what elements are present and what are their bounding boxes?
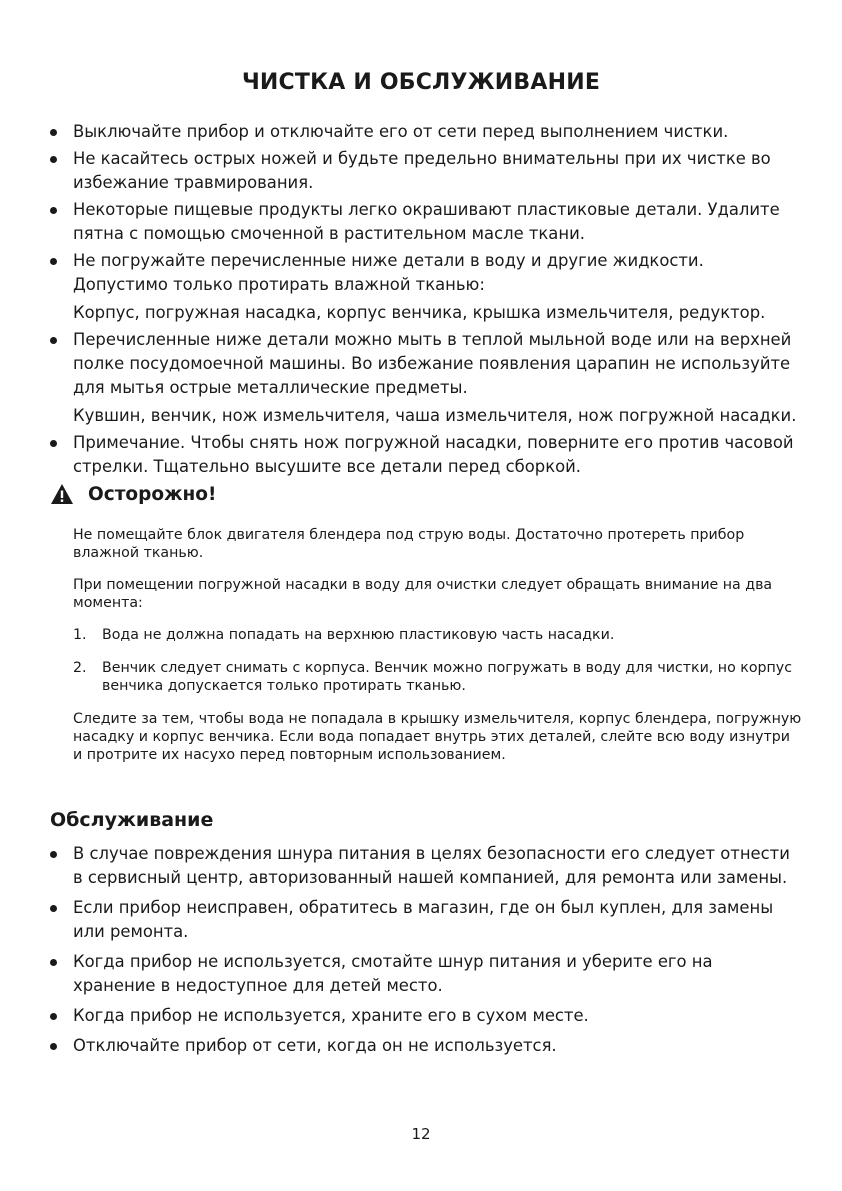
item-text: Венчик следует снимать с корпуса. Венчик можно погружать в воду для чистки, но корпус венчика допускается только протирать тканью. <box>102 660 792 694</box>
list-item <box>50 147 800 195</box>
warning-heading-text: Осторожно! <box>88 483 217 505</box>
item-number: 2. <box>73 660 87 676</box>
list-item-text: В случае повреждения шнура питания в целях безопасности его следует отнести в сервисный центр, авторизованный нашей компанией, для ремонта или замены. <box>73 844 790 887</box>
bullet-icon <box>50 258 57 265</box>
list-item <box>50 1004 800 1028</box>
warning-paragraph: Не помещайте блок двигателя блендера под струю воды. Достаточно протереть прибор влажной тканью. <box>73 527 745 561</box>
page-title: ЧИСТКА И ОБСЛУЖИВАНИЕ <box>241 70 601 95</box>
bullet-icon <box>50 1043 57 1050</box>
list-item-text: Некоторые пищевые продукты легко окрашивают пластиковые детали. Удалите пятна с помощью смоченной в растительном масле ткани. <box>73 200 780 243</box>
list-item <box>50 842 800 890</box>
service-heading: Обслуживание <box>50 809 214 831</box>
warning-body <box>73 526 803 778</box>
numbered-item <box>73 626 803 644</box>
bullet-icon <box>50 905 57 912</box>
bullet-icon <box>50 156 57 163</box>
numbered-item <box>73 659 803 695</box>
bullet-icon <box>50 440 57 447</box>
list-item-text: Не погружайте перечисленные ниже детали в воду и другие жидкости. Допустимо только протирать влажной тканью: <box>73 251 704 294</box>
list-item-subtext: Корпус, погружная насадка, корпус венчика, крышка измельчителя, редуктор. <box>73 303 766 322</box>
service-list <box>50 842 800 1064</box>
list-item-text: Выключайте прибор и отключайте его от сети перед выполнением чистки. <box>73 122 729 141</box>
warning-heading <box>50 483 216 505</box>
bullet-icon <box>50 851 57 858</box>
cleaning-list <box>50 120 800 482</box>
bullet-icon <box>50 1013 57 1020</box>
list-item-text: Когда прибор не используется, смотайте шнур питания и уберите его на хранение в недоступное для детей место. <box>73 952 713 995</box>
list-item-text: Отключайте прибор от сети, когда он не используется. <box>73 1036 557 1055</box>
bullet-icon <box>50 129 57 136</box>
list-item <box>50 1034 800 1058</box>
warning-icon <box>50 483 74 505</box>
list-item <box>50 198 800 246</box>
warning-steps <box>73 626 803 695</box>
list-item-text: Не касайтесь острых ножей и будьте предельно внимательны при их чистке во избежание травмирования. <box>73 149 771 192</box>
warning-paragraph: Следите за тем, чтобы вода не попадала в крышку измельчителя, корпус блендера, погружную насадку и корпус венчика. Если вода попадает внутрь этих деталей, слейте всю воду изнутри и протрите их насухо перед повторным использованием. <box>73 711 802 763</box>
list-item <box>50 120 800 144</box>
page-number: 12 <box>411 1125 431 1143</box>
bullet-icon <box>50 337 57 344</box>
list-item <box>50 328 800 428</box>
list-item <box>50 950 800 998</box>
list-item <box>50 896 800 944</box>
list-item-text: Перечисленные ниже детали можно мыть в теплой мыльной воде или на верхней полке посудомоечной машины. Во избежание появления царапин не используйте для мытья острые металлические предметы. <box>73 330 792 397</box>
bullet-icon <box>50 959 57 966</box>
list-item-text: Когда прибор не используется, храните его в сухом месте. <box>73 1006 589 1025</box>
item-text: Вода не должна попадать на верхнюю пластиковую часть насадки. <box>102 627 615 643</box>
list-item <box>50 249 800 325</box>
list-item-text: Если прибор неисправен, обратитесь в магазин, где он был куплен, для замены или ремонта. <box>73 898 774 941</box>
item-number: 1. <box>73 627 87 643</box>
list-item-text: Примечание. Чтобы снять нож погружной насадки, поверните его против часовой стрелки. Тщательно высушите все детали перед сборкой. <box>73 433 794 476</box>
warning-paragraph: При помещении погружной насадки в воду для очистки следует обращать внимание на два момента: <box>73 577 773 611</box>
list-item-subtext: Кувшин, венчик, нож измельчителя, чаша измельчителя, нож погружной насадки. <box>73 406 797 425</box>
list-item <box>50 431 800 479</box>
bullet-icon <box>50 207 57 214</box>
